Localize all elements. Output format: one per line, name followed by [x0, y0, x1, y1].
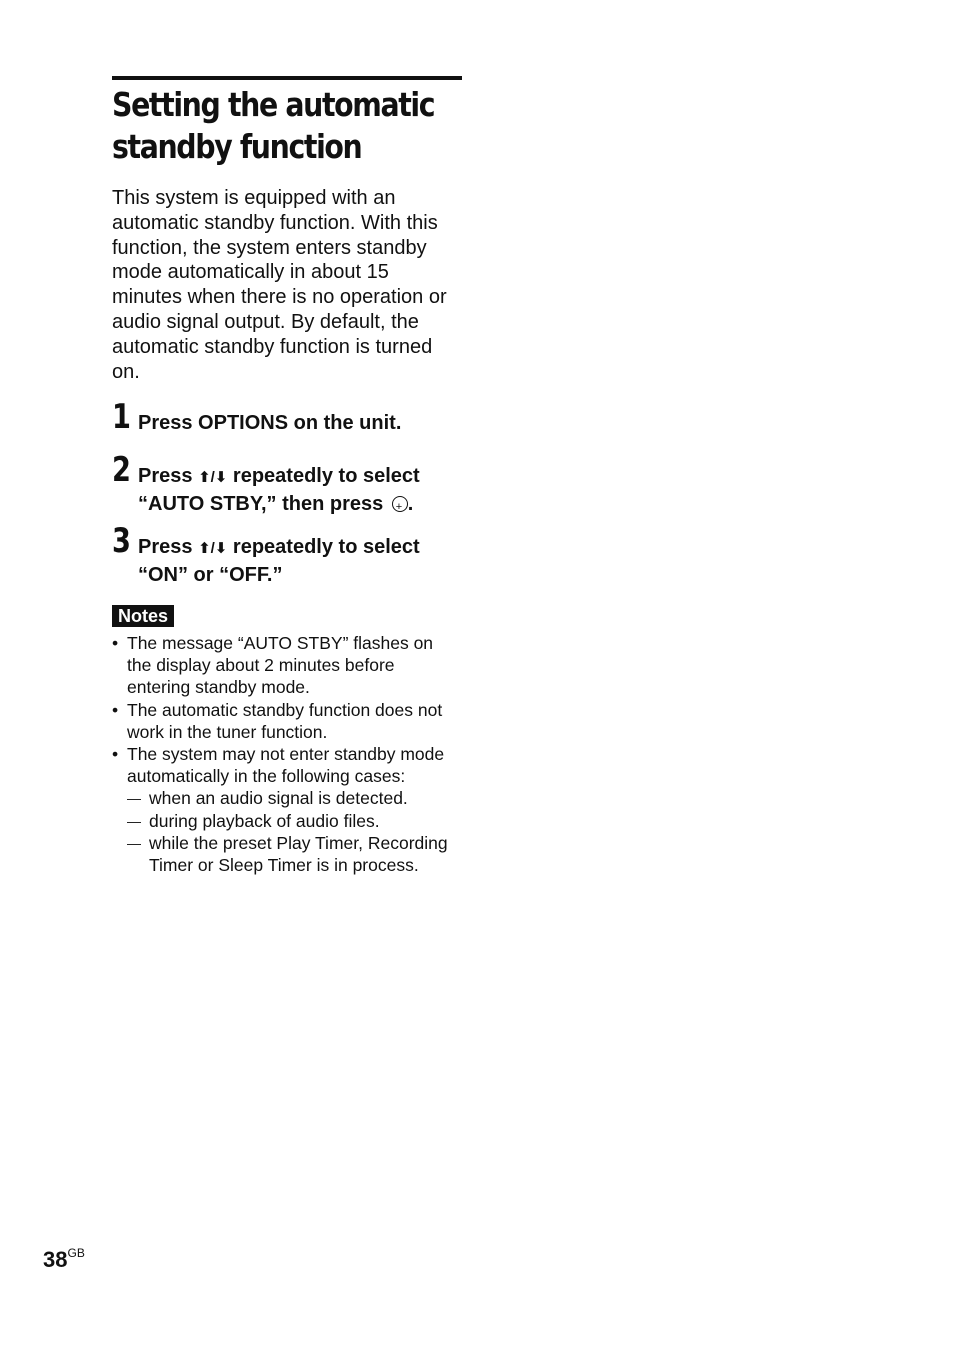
note-item: • The message “AUTO STBY” flashes on the display about 2 minutes before entering standby mode. [112, 632, 457, 699]
title-rule [112, 76, 462, 80]
note-item: • The system may not enter standby mode automatically in the following cases: [112, 743, 457, 787]
page-number: $38^{GB}$ [43, 1246, 85, 1272]
up-down-arrow-icon: ⬆/⬇ [198, 469, 228, 486]
sub-note-item: — when an audio signal is detected. [112, 787, 457, 809]
notes-badge: Notes [112, 605, 174, 627]
page-title [112, 84, 435, 168]
sub-note-item: — while the preset Play Timer, Recording Timer or Sleep Timer is in process. [112, 832, 457, 876]
enter-button-icon [392, 496, 408, 512]
notes-list [112, 632, 457, 876]
page-suffix: GB [67, 1246, 85, 1260]
title-line-2: standby function [112, 127, 362, 166]
step-text: Press ⬆/⬇ repeatedly to select “ON” or “OFF.” [138, 536, 420, 586]
note-item: • The automatic standby function does not work in the tuner function. [112, 699, 457, 743]
step-text: Press OPTIONS on the unit. [138, 412, 402, 434]
step-number: 1 [112, 397, 131, 437]
sub-note-item: — during playback of audio files. [112, 810, 457, 832]
step-number: 3 [112, 521, 131, 561]
intro-paragraph: This system is equipped with an automatic standby function. With this function, the system enters standby mode automatically in about 15 minutes when there is no operation or audio signal output. By default, the automatic standby function is turned on. [112, 187, 447, 383]
step-number: 2 [112, 450, 131, 490]
up-down-arrow-icon: ⬆/⬇ [198, 540, 228, 557]
title-line-1: Setting the automatic [112, 85, 435, 124]
step-text: Press ⬆/⬇ repeatedly to select “AUTO STBY,” then press +. [138, 463, 468, 517]
